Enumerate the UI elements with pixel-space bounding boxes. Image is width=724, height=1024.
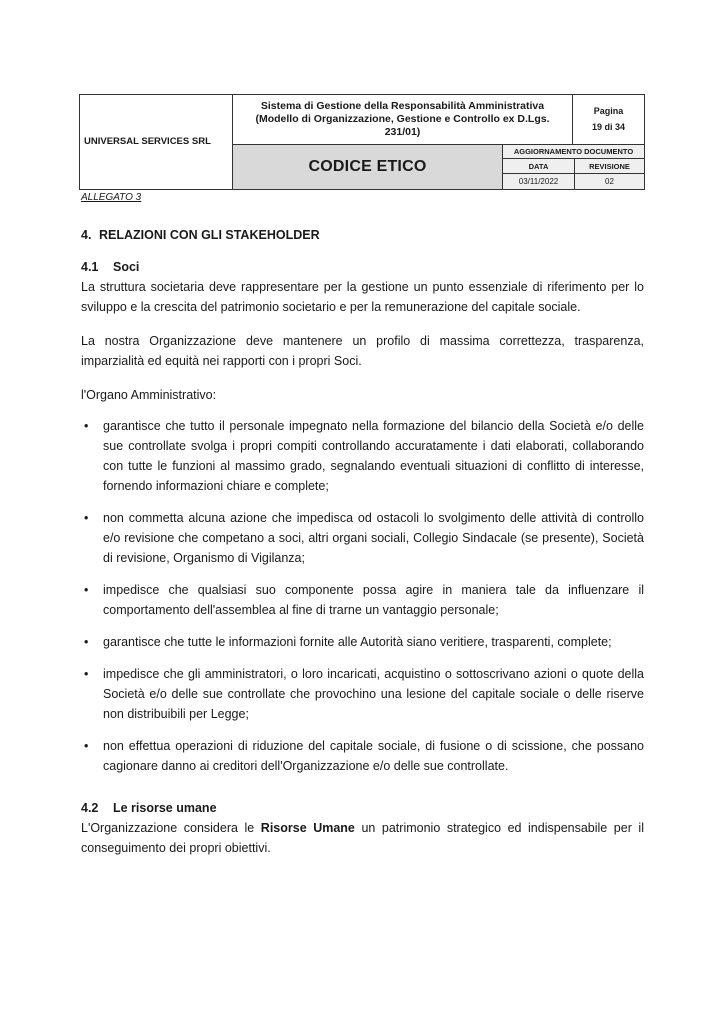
list-item: • impedisce che gli amministratori, o loro incaricati, acquistino o sottoscrivano azioni o quote della Società e/o delle sue controllate che provochino una lesione del capitale sociale o delle riserve non distribuibili per Legge; — [81, 664, 644, 724]
bullet-icon: • — [84, 511, 89, 525]
subsection-title: Soci — [113, 260, 140, 274]
paragraph: La nostra Organizzazione deve mantenere un profilo di massima correttezza, trasparenza, imparzialità ed equità nei rapporti con i propri Soci. — [81, 334, 644, 368]
date-label: DATA — [503, 159, 575, 174]
section-heading — [81, 228, 644, 242]
bullet-icon: • — [84, 419, 89, 433]
list-item: • non commetta alcuna azione che impedisca od ostacoli lo svolgimento delle attività di controllo e/o revisione che competano a soci, altri organi sociali, Collegio Sindacale (se presente), Società di revisione, Organismo di Vigilanza; — [81, 508, 644, 568]
subsection-heading-risorse — [81, 801, 644, 815]
update-label: AGGIORNAMENTO DOCUMENTO — [503, 145, 644, 159]
attachment-label: ALLEGATO 3 — [81, 192, 142, 203]
subsection-title: Le risorse umane — [113, 801, 217, 815]
list-lead: l'Organo Amministrativo: — [81, 388, 217, 402]
section-number: 4. — [81, 228, 92, 242]
section-title: RELAZIONI CON GLI STAKEHOLDER — [99, 228, 320, 242]
revision-label: REVISIONE — [575, 159, 644, 174]
paragraph: L'Organizzazione considera le Risorse Umane un patrimonio strategico ed indispensabile per il conseguimento dei propri obiettivi. — [81, 821, 644, 855]
page-value: 19 di 34 — [591, 122, 626, 132]
bullet-list — [81, 416, 644, 776]
document-body — [81, 228, 644, 872]
bullet-icon: • — [84, 583, 89, 597]
paragraph: La struttura societaria deve rappresentare per la gestione un punto essenziale di riferimento per lo sviluppo e la crescita del patrimonio societario e per la remunerazione del capitale sociale. — [81, 280, 644, 314]
company-name: UNIVERSAL SERVICES SRL — [80, 95, 233, 189]
list-item: • impedisce che qualsiasi suo componente possa agire in maniera tale da influenzare il comportamento dell'assemblea al fine di trarne un vantaggio personale; — [81, 580, 644, 620]
subsection-heading-soci — [81, 260, 644, 274]
bullet-icon: • — [84, 739, 89, 753]
document-header-table — [79, 94, 645, 190]
list-item: • garantisce che tutto il personale impegnato nella formazione del bilancio della Società e/o delle sue controllate svolga i propri compiti controllando accuratamente i dati elaborati, collaborando con tutte le funzioni al massimo grado, segnalando eventuali situazioni di conflitto di interesse, fornendo informazioni chiare e complete; — [81, 416, 644, 496]
subsection-number: 4.1 — [81, 260, 99, 274]
system-title: Sistema di Gestione della Responsabilità Amministrativa (Modello di Organizzazione, Gestione e Controllo ex D.Lgs. 231/01) — [233, 95, 573, 145]
date-value: 03/11/2022 — [503, 174, 575, 189]
bullet-icon: • — [84, 635, 89, 649]
page-indicator — [573, 95, 644, 145]
list-item: • non effettua operazioni di riduzione del capitale sociale, di fusione o di scissione, che possano cagionare danno ai creditori dell'Organizzazione e/o delle sue controllate. — [81, 736, 644, 776]
emphasis-text: Risorse Umane — [260, 821, 355, 835]
subsection-number: 4.2 — [81, 801, 99, 815]
document-title: CODICE ETICO — [233, 145, 503, 189]
list-item: • garantisce che tutte le informazioni fornite alle Autorità siano veritiere, trasparenti, complete; — [81, 632, 644, 652]
bullet-icon: • — [84, 667, 89, 681]
page-label: Pagina — [593, 106, 624, 116]
revision-value: 02 — [575, 174, 644, 189]
